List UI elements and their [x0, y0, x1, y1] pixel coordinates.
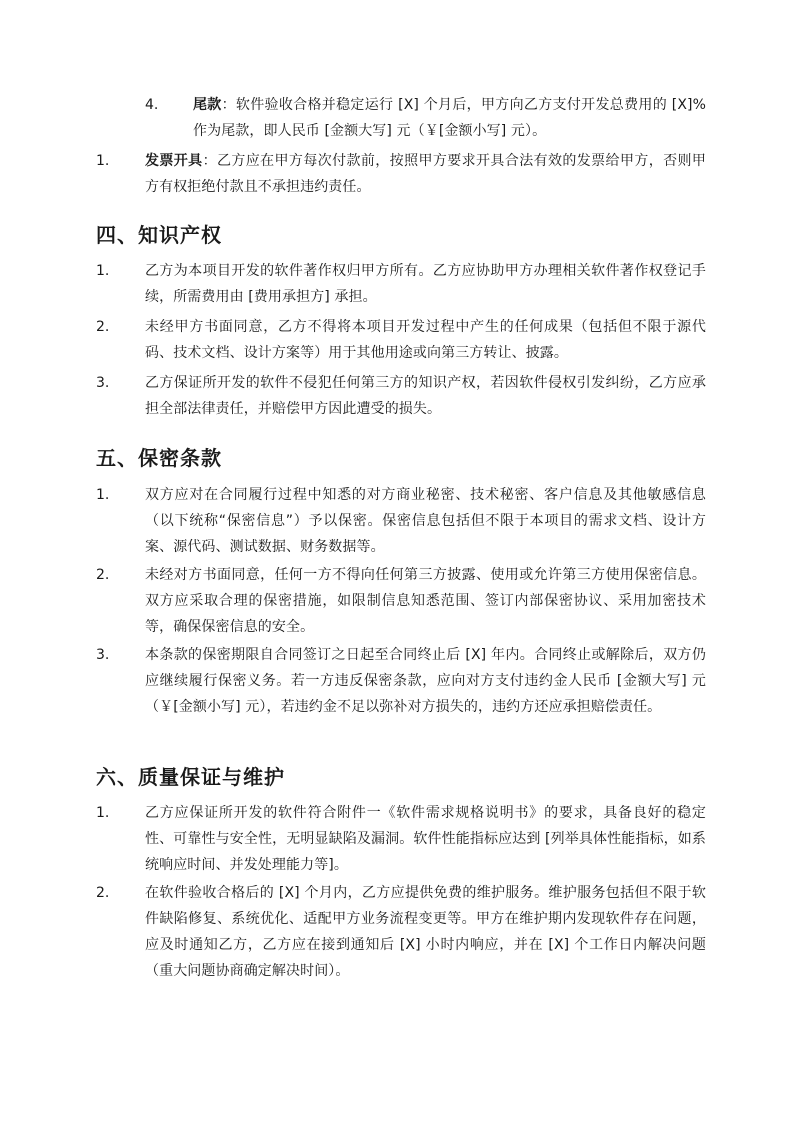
confidentiality-item-3	[96, 642, 706, 720]
confidentiality-item-2	[96, 562, 706, 640]
confidentiality-item-1	[96, 482, 706, 560]
list-text: 在软件验收合格后的 [X] 个月内，乙方应提供免费的维护服务。维护服务包括但不限于软件缺陷修复、系统优化、适配甲方业务流程变更等。甲方在维护期内发现软件存在问题，应及时通知乙方，乙方应在接到通知后 [X] 小时内响应，并在 [X] 个工作日内解决问题（重大问题协商确定解决时间）。	[145, 885, 706, 979]
section-heading-ip: 四、知识产权	[96, 223, 222, 247]
term-label: 发票开具	[145, 153, 203, 169]
list-number: 1.	[96, 153, 110, 169]
list-number: 2.	[96, 885, 110, 901]
term-label: 尾款	[193, 97, 222, 113]
list-number: 2.	[96, 319, 110, 335]
ip-item-1	[96, 258, 706, 310]
list-number: 1.	[96, 805, 110, 821]
list-text: 未经对方书面同意，任何一方不得向任何第三方披露、使用或允许第三方使用保密信息。双方应采取合理的保密措施，如限制信息知悉范围、签订内部保密协议、采用加密技术等，确保保密信息的安全。	[145, 567, 706, 635]
list-number: 3.	[96, 647, 110, 663]
ip-item-3	[96, 370, 706, 422]
invoice-item	[96, 148, 706, 200]
term-text: ：乙方应在甲方每次付款前，按照甲方要求开具合法有效的发票给甲方，否则甲方有权拒绝付款且不承担违约责任。	[145, 153, 707, 195]
quality-item-2	[96, 880, 706, 984]
list-text	[193, 92, 706, 144]
list-text: 本条款的保密期限自合同签订之日起至合同终止后 [X] 年内。合同终止或解除后，双方仍应继续履行保密义务。若一方违反保密条款，应向对方支付违约金人民币 [金额大写] 元（￥[金额小写] 元），若违约金不足以弥补对方损失的，违约方还应承担赔偿责任。	[145, 647, 706, 715]
list-text: 未经甲方书面同意，乙方不得将本项目开发过程中产生的任何成果（包括但不限于源代码、技术文档、设计方案等）用于其他用途或向第三方转让、披露。	[145, 319, 706, 361]
list-text: 乙方为本项目开发的软件著作权归甲方所有。乙方应协助甲方办理相关软件著作权登记手续，所需费用由 [费用承担方] 承担。	[145, 263, 706, 305]
list-number: 1.	[96, 263, 110, 279]
list-number: 3.	[96, 375, 110, 391]
list-text: 双方应对在合同履行过程中知悉的对方商业秘密、技术秘密、客户信息及其他敏感信息（以下统称“保密信息”）予以保密。保密信息包括但不限于本项目的需求文档、设计方案、源代码、测试数据、财务数据等。	[145, 487, 706, 555]
list-text: 乙方应保证所开发的软件符合附件一《软件需求规格说明书》的要求，具备良好的稳定性、可靠性与安全性，无明显缺陷及漏洞。软件性能指标应达到 [列举具体性能指标，如系统响应时间、并发处理能力等]。	[145, 805, 706, 873]
list-number: 2.	[96, 567, 110, 583]
list-text: 乙方保证所开发的软件不侵犯任何第三方的知识产权，若因软件侵权引发纠纷，乙方应承担全部法律责任，并赔偿甲方因此遭受的损失。	[145, 375, 706, 417]
section-heading-confidentiality: 五、保密条款	[96, 446, 222, 470]
list-number: 1.	[96, 487, 110, 503]
list-number: 4.	[145, 97, 159, 113]
ip-item-2	[96, 314, 706, 366]
quality-item-1	[96, 800, 706, 878]
list-text	[145, 148, 706, 200]
payment-item-final	[145, 92, 706, 144]
term-text: ：软件验收合格并稳定运行 [X] 个月后，甲方向乙方支付开发总费用的 [X]% 作为尾款，即人民币 [金额大写] 元（￥[金额小写] 元）。	[193, 97, 706, 139]
section-heading-quality: 六、质量保证与维护	[96, 765, 285, 789]
